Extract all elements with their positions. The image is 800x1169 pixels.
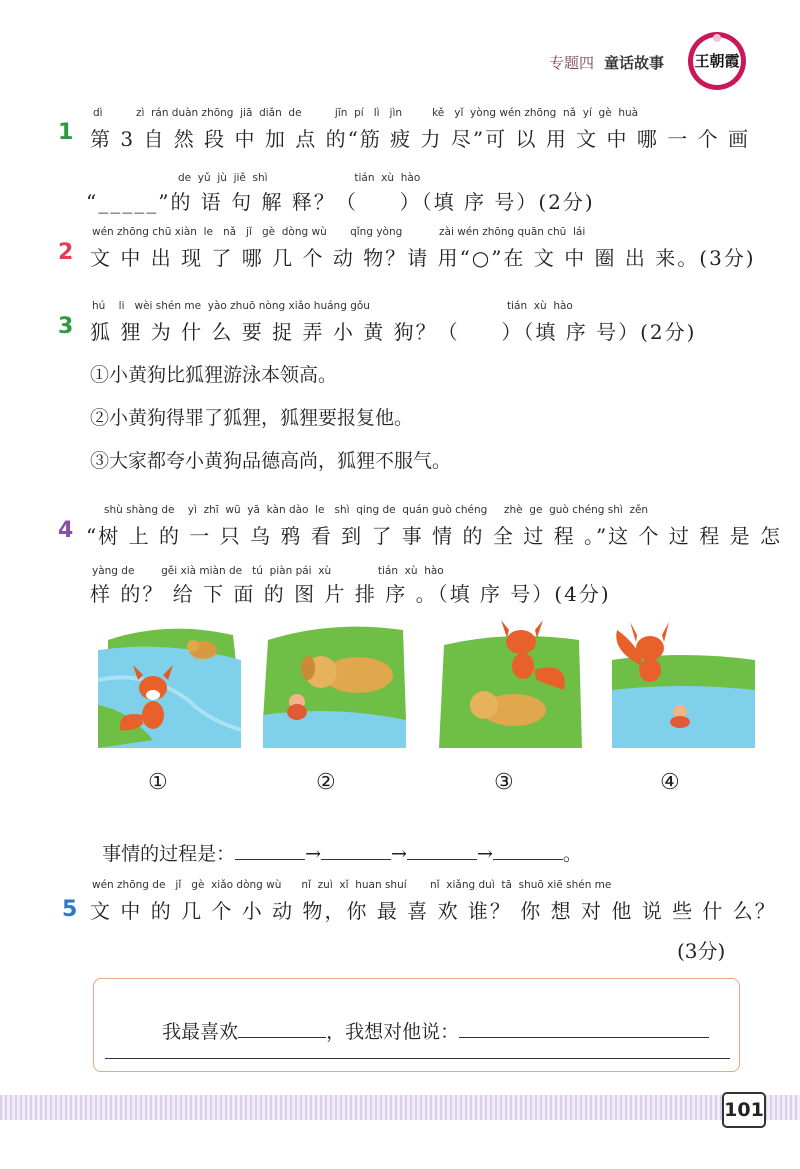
q1-pinyin-line-2: de yǔ jù jiě shì tián xù hào (178, 172, 421, 184)
question-4-number: 4 (58, 518, 74, 543)
section-header (549, 52, 664, 73)
page-number: 101 (722, 1092, 766, 1128)
q5-pinyin: wén zhōng de jǐ gè xiǎo dòng wù nǐ zuì xǐ huan shuí nǐ xiǎng duì tā shuō xiē shén me (92, 879, 612, 891)
q4-pinyin-2: yàng de gěi xià miàn de tú piàn pái xù tián xù hào (92, 565, 444, 577)
sequence-blank-3[interactable] (407, 841, 477, 860)
q5-text: 文 中 的 几 个 小 动 物，你 最 喜 欢 谁？ 你 想 对 他 说 些 什 么？ (90, 899, 777, 923)
topic-title: 童话故事 (604, 54, 665, 72)
picture-1-fox-by-river (98, 620, 241, 748)
q1-text-line-2: “_____”的 语 句 解 释？（ ）（填 序 号）(2分) (86, 190, 595, 214)
question-5-number: 5 (62, 897, 78, 922)
picture-label-1: ① (148, 770, 168, 795)
question-2-number: 2 (58, 240, 74, 265)
topic-label: 专题四 (549, 54, 595, 72)
q3-pinyin-2: tián xù hào (507, 300, 573, 312)
svg-text:王朝霞: 王朝霞 (694, 52, 740, 70)
picture-2-dog-with-doll (263, 620, 406, 748)
arrow-2: → (391, 843, 407, 865)
q4-pinyin-1: shù shàng de yì zhī wū yā kàn dào le shì qing de quán guò chéng zhè ge guò chéng shì zěn (104, 504, 649, 516)
q2-text: 文 中 出 现 了 哪 几 个 动 物？请 用“○”在 文 中 圈 出 来。(3分) (90, 246, 756, 270)
picture-3-fox-and-sad-dog (439, 620, 582, 748)
sequence-answer-row (90, 817, 582, 866)
q5-say-prompt: ，我想对他说： (326, 1021, 460, 1043)
q4-text-2: 样 的？ 给 下 面 的 图 片 排 序 。（填 序 号）(4分) (90, 582, 611, 606)
sequence-blank-2[interactable] (321, 841, 391, 860)
q3-option-2: ②小黄狗得罪了狐狸，狐狸要报复他。 (90, 407, 414, 429)
q4-text-1: “树 上 的 一 只 乌 鸦 看 到 了 事 情 的 全 过 程 。”这 个 过 程 是 怎 (86, 524, 782, 548)
q5-answer-line-2[interactable] (105, 1058, 730, 1059)
brand-seal-logo (686, 30, 748, 92)
footer-band (0, 1095, 800, 1120)
q3-text: 狐 狸 为 什 么 要 捉 弄 小 黄 狗？（ ）（填 序 号）(2分) (90, 320, 697, 344)
q1-text-line-1: 第 3 自 然 段 中 加 点 的“筋 疲 力 尽”可 以 用 文 中 哪 一 个 画 (90, 127, 750, 151)
question-3-number: 3 (58, 314, 74, 339)
q3-pinyin-1: hú li wèi shén me yào zhuō nòng xiǎo huáng gǒu (92, 300, 370, 312)
q5-answer-row-1 (150, 995, 709, 1044)
favorite-animal-blank[interactable] (238, 1019, 326, 1038)
q3-option-1: ①小黄狗比狐狸游泳本领高。 (90, 364, 338, 386)
picture-label-2: ② (316, 770, 336, 795)
sequence-blank-1[interactable] (235, 841, 305, 860)
picture-4-doll-in-water (612, 620, 755, 748)
q3-option-3: ③大家都夸小黄狗品德高尚，狐狸不服气。 (90, 450, 452, 472)
question-1-number: 1 (58, 120, 74, 145)
q5-score: (3分) (677, 939, 726, 963)
q2-pinyin: wén zhōng chū xiàn le nǎ jǐ gè dòng wù qǐng yòng zài wén zhōng quān chū lái (92, 226, 586, 238)
arrow-3: → (476, 843, 493, 865)
q1-pinyin-line-1: dì zì rán duàn zhōng jiā diǎn de jīn pí lì jìn kě yǐ yòng wén zhōng nǎ yí gè huà (93, 107, 639, 119)
sequence-end: 。 (562, 843, 582, 865)
q5-favorite-prompt: 我最喜欢 (162, 1021, 239, 1043)
picture-label-4: ④ (660, 770, 680, 795)
sequence-answer-prefix: 事情的过程是： (102, 843, 236, 865)
arrow-1: → (305, 843, 322, 865)
say-to-animal-blank[interactable] (459, 1019, 709, 1038)
picture-label-3: ③ (494, 770, 514, 795)
sequence-blank-4[interactable] (493, 841, 563, 860)
